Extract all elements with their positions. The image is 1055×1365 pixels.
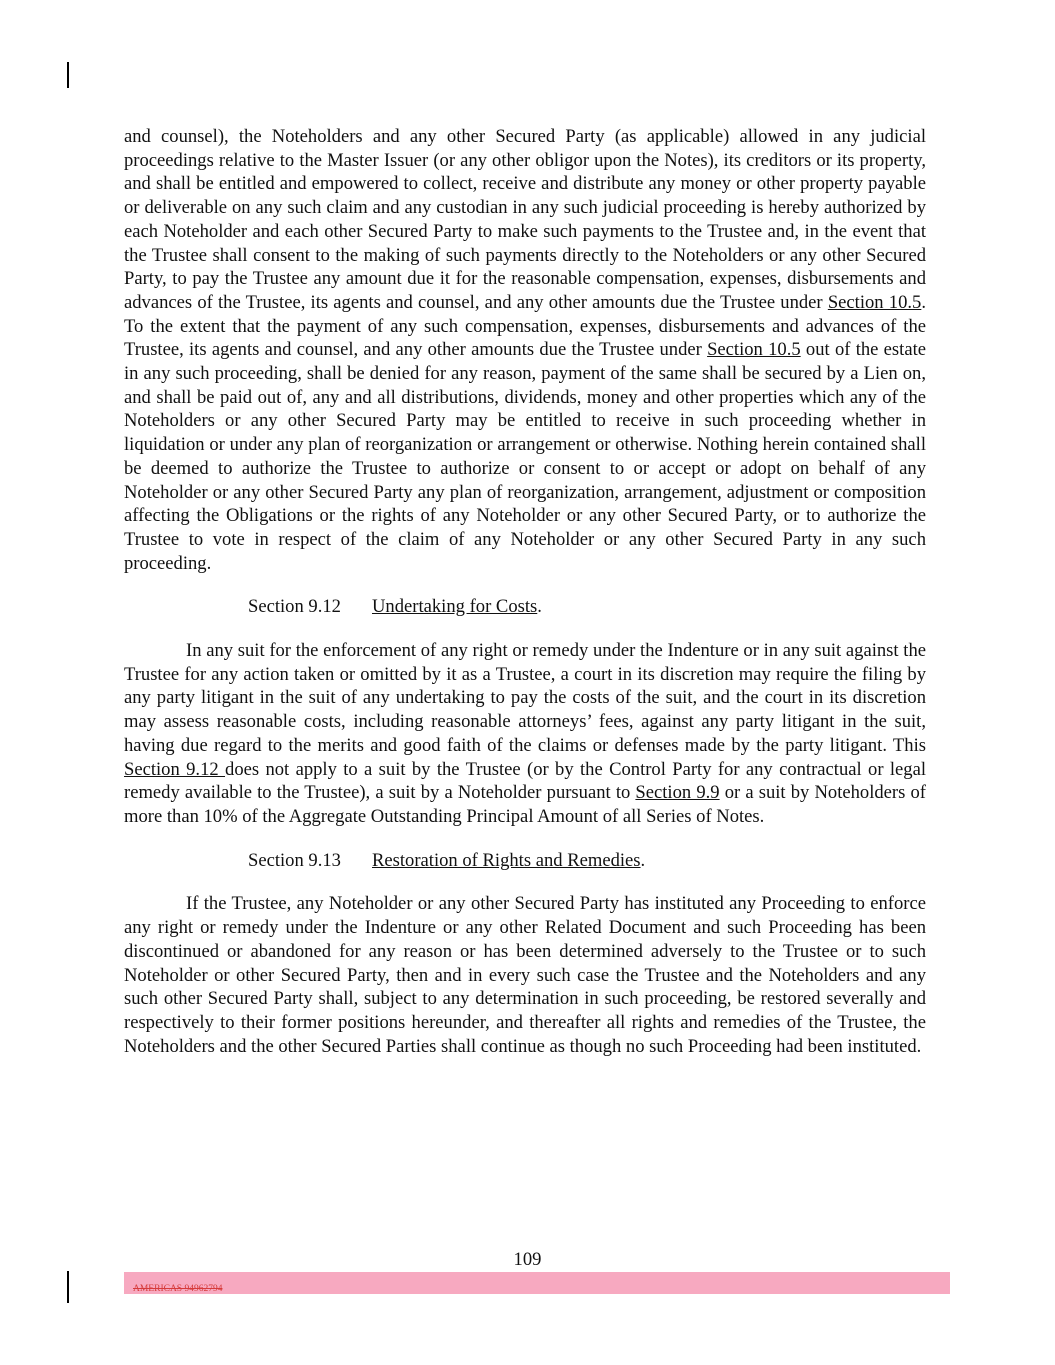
paragraph-continued: [124, 125, 926, 575]
section-title: Restoration of Rights and Remedies: [372, 849, 641, 871]
text-run: . To the extent that the payment of any such compensation, expenses, disbursements and advances of the Trustee, its agents and counsel, and any other amounts due the Trustee under: [124, 291, 926, 361]
section-title: Undertaking for Costs: [372, 596, 538, 618]
section-heading-9-13: [124, 849, 926, 873]
section-heading-9-12: [124, 595, 926, 619]
section-reference: Section 10.5: [827, 291, 922, 313]
text-run: does not apply to a suit by the Trustee (or by the Control Party for any contractual or legal remedy available to the Trustee), a suit by a Noteholder pursuant to: [124, 758, 927, 804]
text-run: or a suit by Noteholders of more than 10% of the Aggregate Outstanding Principal Amount of all Series of Notes.: [124, 782, 926, 827]
section-reference: Section 9.12: [124, 758, 226, 780]
page-number: 109: [513, 1249, 542, 1270]
document-id: AMERICAS 94962794: [133, 1284, 223, 1294]
heading-period: .: [640, 849, 646, 871]
heading-period: .: [537, 596, 542, 618]
document-body: [124, 125, 926, 1058]
section-reference: Section 9.9: [635, 782, 720, 804]
section-number: Section 9.13: [248, 849, 341, 871]
section-reference: Section 10.5: [707, 339, 801, 361]
footer-highlight-band: [124, 1272, 950, 1294]
paragraph-undertaking-for-costs: [124, 639, 926, 829]
change-bar-top: [67, 62, 69, 88]
text-run: and counsel), the Noteholders and any other Secured Party (as applicable) allowed in any judicial proceedings relative to the Master Issuer (or any other obligor upon the Notes), its creditors or its property, and shall be entitled and empowered to collect, receive and distribute any money or other property payable or deliverable on any such claim and any custodian in any such judicial proceeding is hereby authorized by each Noteholder and each other Secured Party to make such payments to the Trustee and, in the event that the Trustee shall consent to the making of such payments directly to the Noteholders or any other Secured Party, to pay the Trustee any amount due it for the reasonable compensation, expenses, disbursements and advances of the Trustee, its agents and counsel, and any other amounts due the Trustee under: [124, 126, 926, 313]
text-run: In any suit for the enforcement of any right or remedy under the Indenture or in any suit against the Trustee for any action taken or omitted by it as a Trustee, a court in its discretion may require the filing by any party litigant in the suit of any undertaking to pay the costs of the suit, and the court in its discretion may assess reasonable costs, including reasonable attorneys’ fees, against any party litigant in the suit, having due regard to the merits and good faith of the claims or defenses made by the party litigant. This: [124, 640, 926, 756]
text-run: If the Trustee, any Noteholder or any other Secured Party has instituted any Proceeding to enforce any right or remedy under the Indenture or any other Related Document and such Proceeding has been discontinued or abandoned for any reason or has been determined adversely to the Trustee or to such Noteholder or other Secured Party, then and in every such case the Trustee and the Noteholders and any such other Secured Party shall, subject to any determination in such proceeding, be restored severally and respectively to their former positions hereunder, and thereafter all rights and remedies of the Trustee, the Noteholders and the other Secured Parties shall continue as though no such Proceeding had been instituted.: [124, 893, 926, 1057]
section-number: Section 9.12: [248, 596, 341, 618]
paragraph-restoration-of-rights: [124, 892, 926, 1058]
text-run: out of the estate in any such proceeding, shall be denied for any reason, payment of the same shall be secured by a Lien on, and shall be paid out of, any and all distributions, dividends, money and other properties which any of the Noteholders or any other Secured Party may be entitled to receive in such proceeding whether in liquidation or under any plan of reorganization or arrangement or otherwise. Nothing herein contained shall be deemed to authorize the Trustee to authorize or consent to or accept or adopt on behalf of any Noteholder or any other Secured Party any plan of reorganization, arrangement, adjustment or composition affecting the Obligations or the rights of any Noteholder or any other Secured Party, or to authorize the Trustee to vote in respect of the claim of any Noteholder or any other Secured Party in any such proceeding.: [124, 339, 926, 574]
change-bar-bottom: [67, 1271, 69, 1303]
